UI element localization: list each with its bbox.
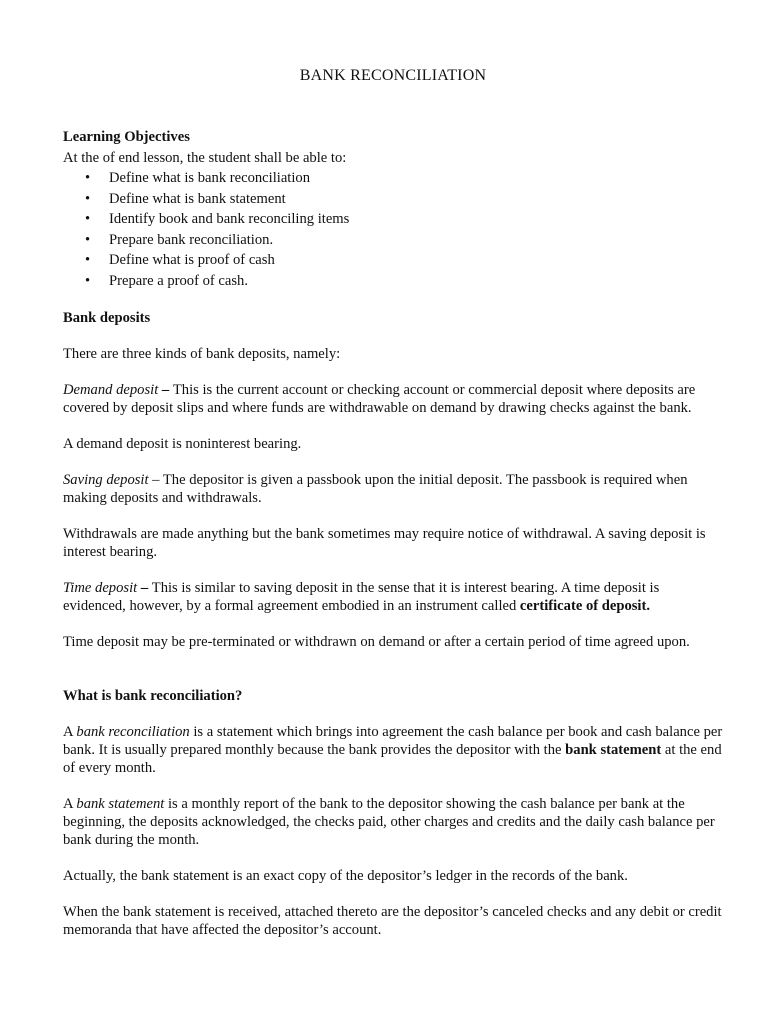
time-deposit-paragraph <box>63 579 723 615</box>
article: A <box>63 796 77 812</box>
bank-statement-bold: bank statement <box>565 742 662 758</box>
spacer <box>63 86 723 128</box>
reconciliation-text-end: at the end of every month. <box>63 742 722 776</box>
bank-deposits-heading: Bank deposits <box>63 310 151 326</box>
bank-statement-term: bank statement <box>76 796 165 812</box>
bullet-icon: • <box>85 231 91 248</box>
bullet-icon: • <box>85 252 91 268</box>
list-item-text: Prepare bank reconciliation. <box>109 231 274 248</box>
demand-deposit-text: This is the current account or checking account or commercial deposit where deposits are covered by deposit slips and where funds are withdrawable on demand by drawing checks against the bank. <box>63 382 696 416</box>
list-item <box>63 250 723 271</box>
demand-deposit-term: Demand deposit <box>63 382 159 398</box>
learning-objectives-list <box>63 168 723 291</box>
dash: – <box>137 580 152 596</box>
reconciliation-paragraph-1 <box>63 723 723 777</box>
time-deposit-term: Time deposit <box>63 580 138 596</box>
list-item <box>63 189 723 210</box>
reconciliation-paragraph-2 <box>63 795 723 849</box>
learning-objectives-intro: At the of end lesson, the student shall be able to: <box>63 150 347 166</box>
bullet-icon: • <box>85 211 91 227</box>
dash: – <box>158 382 173 398</box>
reconciliation-heading: What is bank reconciliation? <box>63 688 243 704</box>
reconciliation-text: is a statement which brings into agreement the cash balance per book and cash balance per bank. It is usually prepared monthly because the bank provides the depositor with the <box>63 724 723 758</box>
saving-deposit-paragraph <box>63 471 723 507</box>
reconciliation-paragraph-3: Actually, the bank statement is an exact copy of the depositor’s ledger in the records of the bank. <box>63 868 628 884</box>
article: A <box>63 724 77 740</box>
bullet-icon: • <box>85 190 91 207</box>
bank-statement-text: is a monthly report of the bank to the depositor showing the cash balance per bank at the beginning, the deposits acknowledged, the checks paid, other charges and credits and the daily cash balance per bank during the month. <box>63 796 715 848</box>
list-item-text: Prepare a proof of cash. <box>109 272 248 289</box>
time-deposit-note: Time deposit may be pre-terminated or withdrawn on demand or after a certain period of time agreed upon. <box>63 634 690 650</box>
bullet-icon: • <box>85 272 91 289</box>
saving-deposit-text: The depositor is given a passbook upon the initial deposit. The passbook is required when making deposits and withdrawals. <box>63 472 688 506</box>
bank-reconciliation-term: bank reconciliation <box>76 724 190 740</box>
demand-deposit-paragraph <box>63 381 723 417</box>
reconciliation-paragraph-4: When the bank statement is received, attached thereto are the depositor’s canceled checks and any debit or credit memoranda that have affected the depositor’s account. <box>63 904 722 938</box>
demand-deposit-note: A demand deposit is noninterest bearing. <box>63 436 302 452</box>
list-item <box>63 271 723 292</box>
saving-deposit-note: Withdrawals are made anything but the bank sometimes may require notice of withdrawal. A saving deposit is interest bearing. <box>63 526 706 560</box>
bullet-icon: • <box>85 170 91 186</box>
list-item-text: Define what is bank reconciliation <box>109 170 310 186</box>
list-item-text: Identify book and bank reconciling items <box>109 211 350 227</box>
list-item <box>63 209 723 230</box>
dash: – <box>148 472 163 488</box>
document-title: BANK RECONCILIATION <box>299 67 487 84</box>
certificate-of-deposit: certificate of deposit. <box>519 598 650 614</box>
list-item-text: Define what is bank statement <box>109 190 286 207</box>
bank-deposits-intro: There are three kinds of bank deposits, namely: <box>63 346 341 362</box>
list-item <box>63 168 723 189</box>
saving-deposit-term: Saving deposit <box>63 472 149 488</box>
time-deposit-text: This is similar to saving deposit in the sense that it is interest bearing. A time deposit is evidenced, however, by a formal agreement embodied in an instrument called <box>63 580 660 614</box>
list-item <box>63 230 723 251</box>
document-page <box>63 60 723 939</box>
learning-objectives-heading: Learning Objectives <box>63 129 190 145</box>
list-item-text: Define what is proof of cash <box>109 252 275 268</box>
